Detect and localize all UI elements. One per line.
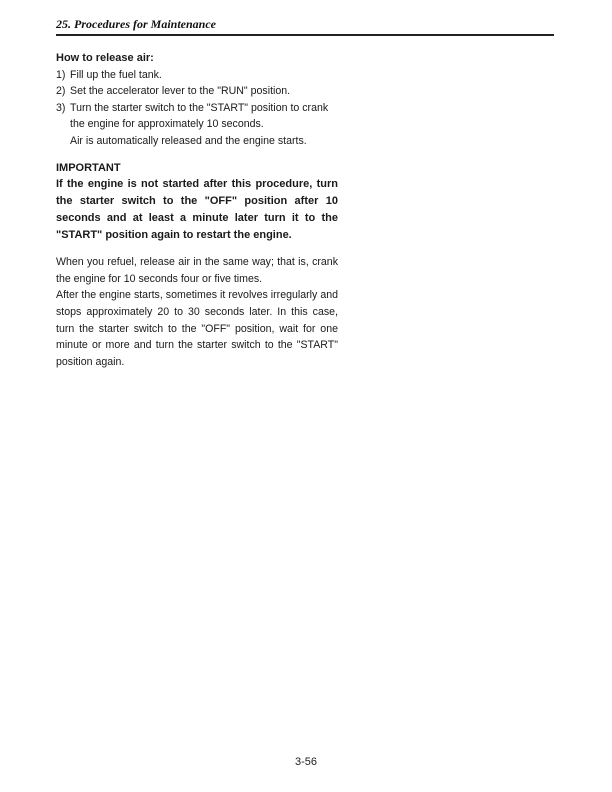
refuel-paragraph: When you refuel, release air in the same way; that is, crank the engine for 10 seconds four or five times. xyxy=(56,256,338,285)
step-number: 2) xyxy=(56,85,66,98)
step-text: Turn the starter switch to the "START" position to crank the engine for approximately 10 seconds. xyxy=(70,101,329,131)
step-number: 1) xyxy=(56,68,66,81)
important-text: If the engine is not started after this procedure, turn the starter switch to the "OFF" position after 10 seconds and at least a minute later turn it to the "START" position again to restart the engine. xyxy=(56,178,338,242)
main-content xyxy=(56,50,338,370)
step-item xyxy=(56,83,338,100)
important-notice xyxy=(56,160,338,245)
release-air-heading: How to release air: xyxy=(56,52,154,64)
page-header xyxy=(56,16,554,36)
important-heading: IMPORTANT xyxy=(56,161,121,174)
step-item xyxy=(56,100,338,150)
section-title: 25. Procedures for Maintenance xyxy=(56,17,216,31)
step-number: 3) xyxy=(56,101,66,114)
step-text: Fill up the fuel tank. xyxy=(70,68,162,81)
step-item xyxy=(56,67,338,84)
step-text: Set the accelerator lever to the "RUN" position. xyxy=(70,85,291,98)
release-air-steps xyxy=(56,67,338,150)
page-number: 3-56 xyxy=(294,756,318,768)
irregular-running-paragraph: After the engine starts, sometimes it revolves irregularly and stops approximately 20 to 30 seconds later. In this case, turn the starter switch to the "OFF" position, wait for one minute or more and turn the starter switch to the "START" position again. xyxy=(56,289,338,368)
step-note: Air is automatically released and the engine starts. xyxy=(70,134,307,147)
